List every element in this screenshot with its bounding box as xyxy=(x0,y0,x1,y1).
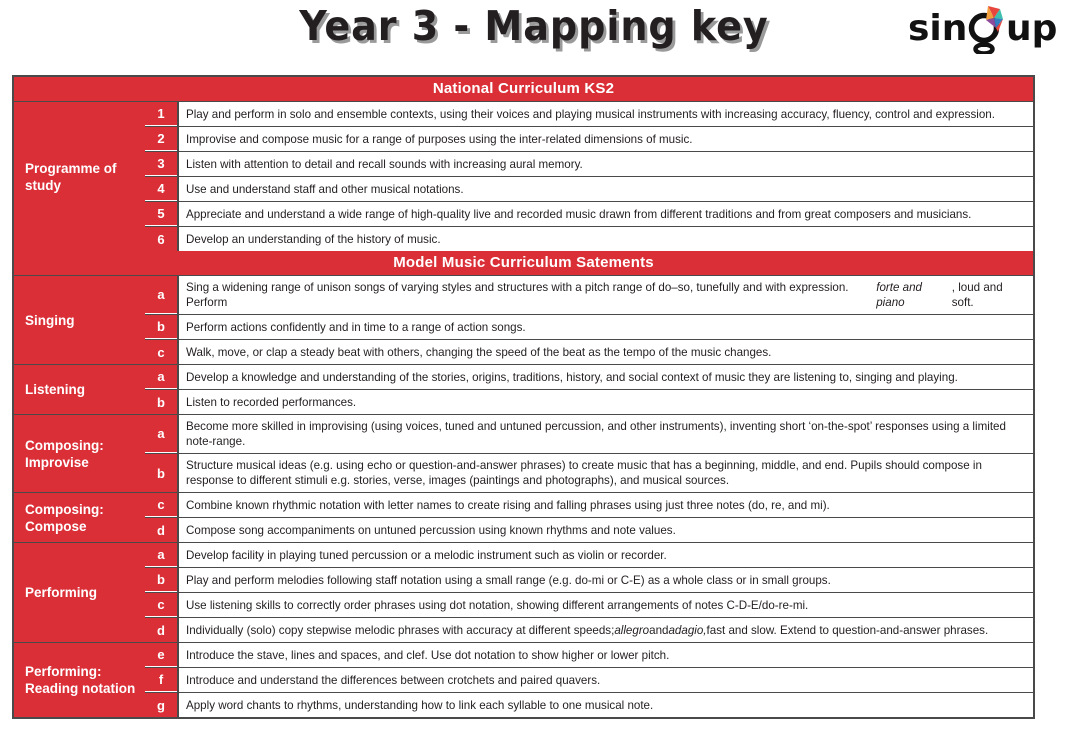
group-label-listening: Listening xyxy=(14,365,145,414)
table-row xyxy=(145,415,1033,454)
table-row xyxy=(145,202,1033,227)
group-rows-composing-compose xyxy=(145,493,1033,542)
group-label-singing: Singing xyxy=(14,276,145,364)
row-text: Listen with attention to detail and recall sounds with increasing aural memory. xyxy=(177,152,1033,176)
group-composing-improvise xyxy=(14,415,1033,493)
group-label-programme-of-study: Programme of study xyxy=(14,102,145,251)
row-text: Perform actions confidently and in time to a range of action songs. xyxy=(177,315,1033,339)
row-text: Play and perform melodies following staff notation using a small range (e.g. do-mi or C-E) as a whole class or in small groups. xyxy=(177,568,1033,592)
row-key: 3 xyxy=(145,152,177,176)
section-header-national-curriculum: National Curriculum KS2 xyxy=(14,77,1033,102)
table-row xyxy=(145,127,1033,152)
group-rows-listening xyxy=(145,365,1033,414)
table-row xyxy=(145,152,1033,177)
row-text: Apply word chants to rhythms, understanding how to link each syllable to one musical note. xyxy=(177,693,1033,717)
group-label-composing-improvise: Composing: Improvise xyxy=(14,415,145,492)
table-row xyxy=(145,390,1033,414)
table-row xyxy=(145,340,1033,364)
group-performing xyxy=(14,543,1033,643)
row-text: Compose song accompaniments on untuned percussion using known rhythms and note values. xyxy=(177,518,1033,542)
group-rows-performing xyxy=(145,543,1033,642)
row-key: 1 xyxy=(145,102,177,126)
table-row xyxy=(145,315,1033,340)
section-model-music-curriculum xyxy=(14,251,1033,717)
table-row xyxy=(145,365,1033,390)
group-label-performing-reading-notation: Performing: Reading notation xyxy=(14,643,145,717)
group-listening xyxy=(14,365,1033,415)
mapping-table xyxy=(12,75,1035,719)
row-text: Appreciate and understand a wide range of high-quality live and recorded music drawn from different traditions and from great composers and musicians. xyxy=(177,202,1033,226)
table-row xyxy=(145,518,1033,542)
row-key: c xyxy=(145,340,177,364)
table-row xyxy=(145,177,1033,202)
row-text: Introduce and understand the differences between crotchets and paired quavers. xyxy=(177,668,1033,692)
row-key: 6 xyxy=(145,227,177,251)
row-key: f xyxy=(145,668,177,692)
table-row xyxy=(145,543,1033,568)
group-rows-performing-reading-notation xyxy=(145,643,1033,717)
row-key: b xyxy=(145,568,177,592)
table-row xyxy=(145,102,1033,127)
page-title: Year 3 - Mapping key xyxy=(299,2,769,50)
row-key: d xyxy=(145,618,177,642)
table-row xyxy=(145,227,1033,251)
row-text: Combine known rhythmic notation with letter names to create rising and falling phrases using just three notes (do, re, and mi). xyxy=(177,493,1033,517)
table-row xyxy=(145,454,1033,492)
row-text: Become more skilled in improvising (using voices, tuned and untuned percussion, and other instruments), inventing short ‘on-the-spot’ responses using a limited note-range. xyxy=(177,415,1033,453)
row-text: Play and perform in solo and ensemble contexts, using their voices and playing musical instruments with increasing accuracy, fluency, control and expression. xyxy=(177,102,1033,126)
row-text: Develop facility in playing tuned percussion or a melodic instrument such as violin or recorder. xyxy=(177,543,1033,567)
row-text: Individually (solo) copy stepwise melodic phrases with accuracy at different speeds; allegro and adagio, fast and slow. Extend to question-and-answer phrases. xyxy=(177,618,1033,642)
row-text: Structure musical ideas (e.g. using echo or question-and-answer phrases) to create music that has a beginning, middle, and end. Pupils should compose in response to different stimuli e.g. stories, verse, images (paintings and photographs), and musical sources. xyxy=(177,454,1033,492)
group-composing-compose xyxy=(14,493,1033,543)
row-key: a xyxy=(145,415,177,453)
row-key: g xyxy=(145,693,177,717)
row-text: Listen to recorded performances. xyxy=(177,390,1033,414)
row-key: 4 xyxy=(145,177,177,201)
row-key: b xyxy=(145,390,177,414)
table-row xyxy=(145,593,1033,618)
page-header xyxy=(0,0,1068,68)
sing-up-logo xyxy=(908,4,1058,54)
table-row xyxy=(145,493,1033,518)
row-key: 2 xyxy=(145,127,177,151)
row-text: Develop an understanding of the history of music. xyxy=(177,227,1033,251)
group-rows-composing-improvise xyxy=(145,415,1033,492)
table-row xyxy=(145,618,1033,642)
group-label-performing: Performing xyxy=(14,543,145,642)
row-text: Walk, move, or clap a steady beat with others, changing the speed of the beat as the tempo of the music changes. xyxy=(177,340,1033,364)
row-text: Use listening skills to correctly order phrases using dot notation, showing different arrangements of notes C-D-E/do-re-mi. xyxy=(177,593,1033,617)
row-text: Improvise and compose music for a range of purposes using the inter-related dimensions of music. xyxy=(177,127,1033,151)
row-text: Sing a widening range of unison songs of varying styles and structures with a pitch range of do–so, tunefully and with expression. Perform forte and piano , loud and soft. xyxy=(177,276,1033,314)
table-row xyxy=(145,643,1033,668)
group-rows-programme-of-study xyxy=(145,102,1033,251)
row-key: a xyxy=(145,365,177,389)
group-programme-of-study xyxy=(14,102,1033,251)
row-key: a xyxy=(145,543,177,567)
table-row xyxy=(145,568,1033,593)
group-performing-reading-notation xyxy=(14,643,1033,717)
group-label-composing-compose: Composing: Compose xyxy=(14,493,145,542)
row-key: b xyxy=(145,454,177,492)
row-key: 5 xyxy=(145,202,177,226)
group-singing xyxy=(14,276,1033,365)
row-key: d xyxy=(145,518,177,542)
row-text: Use and understand staff and other musical notations. xyxy=(177,177,1033,201)
table-row xyxy=(145,693,1033,717)
row-key: b xyxy=(145,315,177,339)
section-header-model-music-curriculum: Model Music Curriculum Satements xyxy=(14,251,1033,276)
row-key: e xyxy=(145,643,177,667)
row-key: c xyxy=(145,493,177,517)
row-text: Introduce the stave, lines and spaces, and clef. Use dot notation to show higher or lower pitch. xyxy=(177,643,1033,667)
svg-text:sin: sin xyxy=(908,8,968,49)
group-rows-singing xyxy=(145,276,1033,364)
row-key: c xyxy=(145,593,177,617)
svg-text:up: up xyxy=(1006,8,1058,49)
table-row xyxy=(145,276,1033,315)
row-key: a xyxy=(145,276,177,314)
section-national-curriculum-ks2 xyxy=(14,77,1033,251)
row-text: Develop a knowledge and understanding of the stories, origins, traditions, history, and social context of music they are listening to, singing and playing. xyxy=(177,365,1033,389)
table-row xyxy=(145,668,1033,693)
